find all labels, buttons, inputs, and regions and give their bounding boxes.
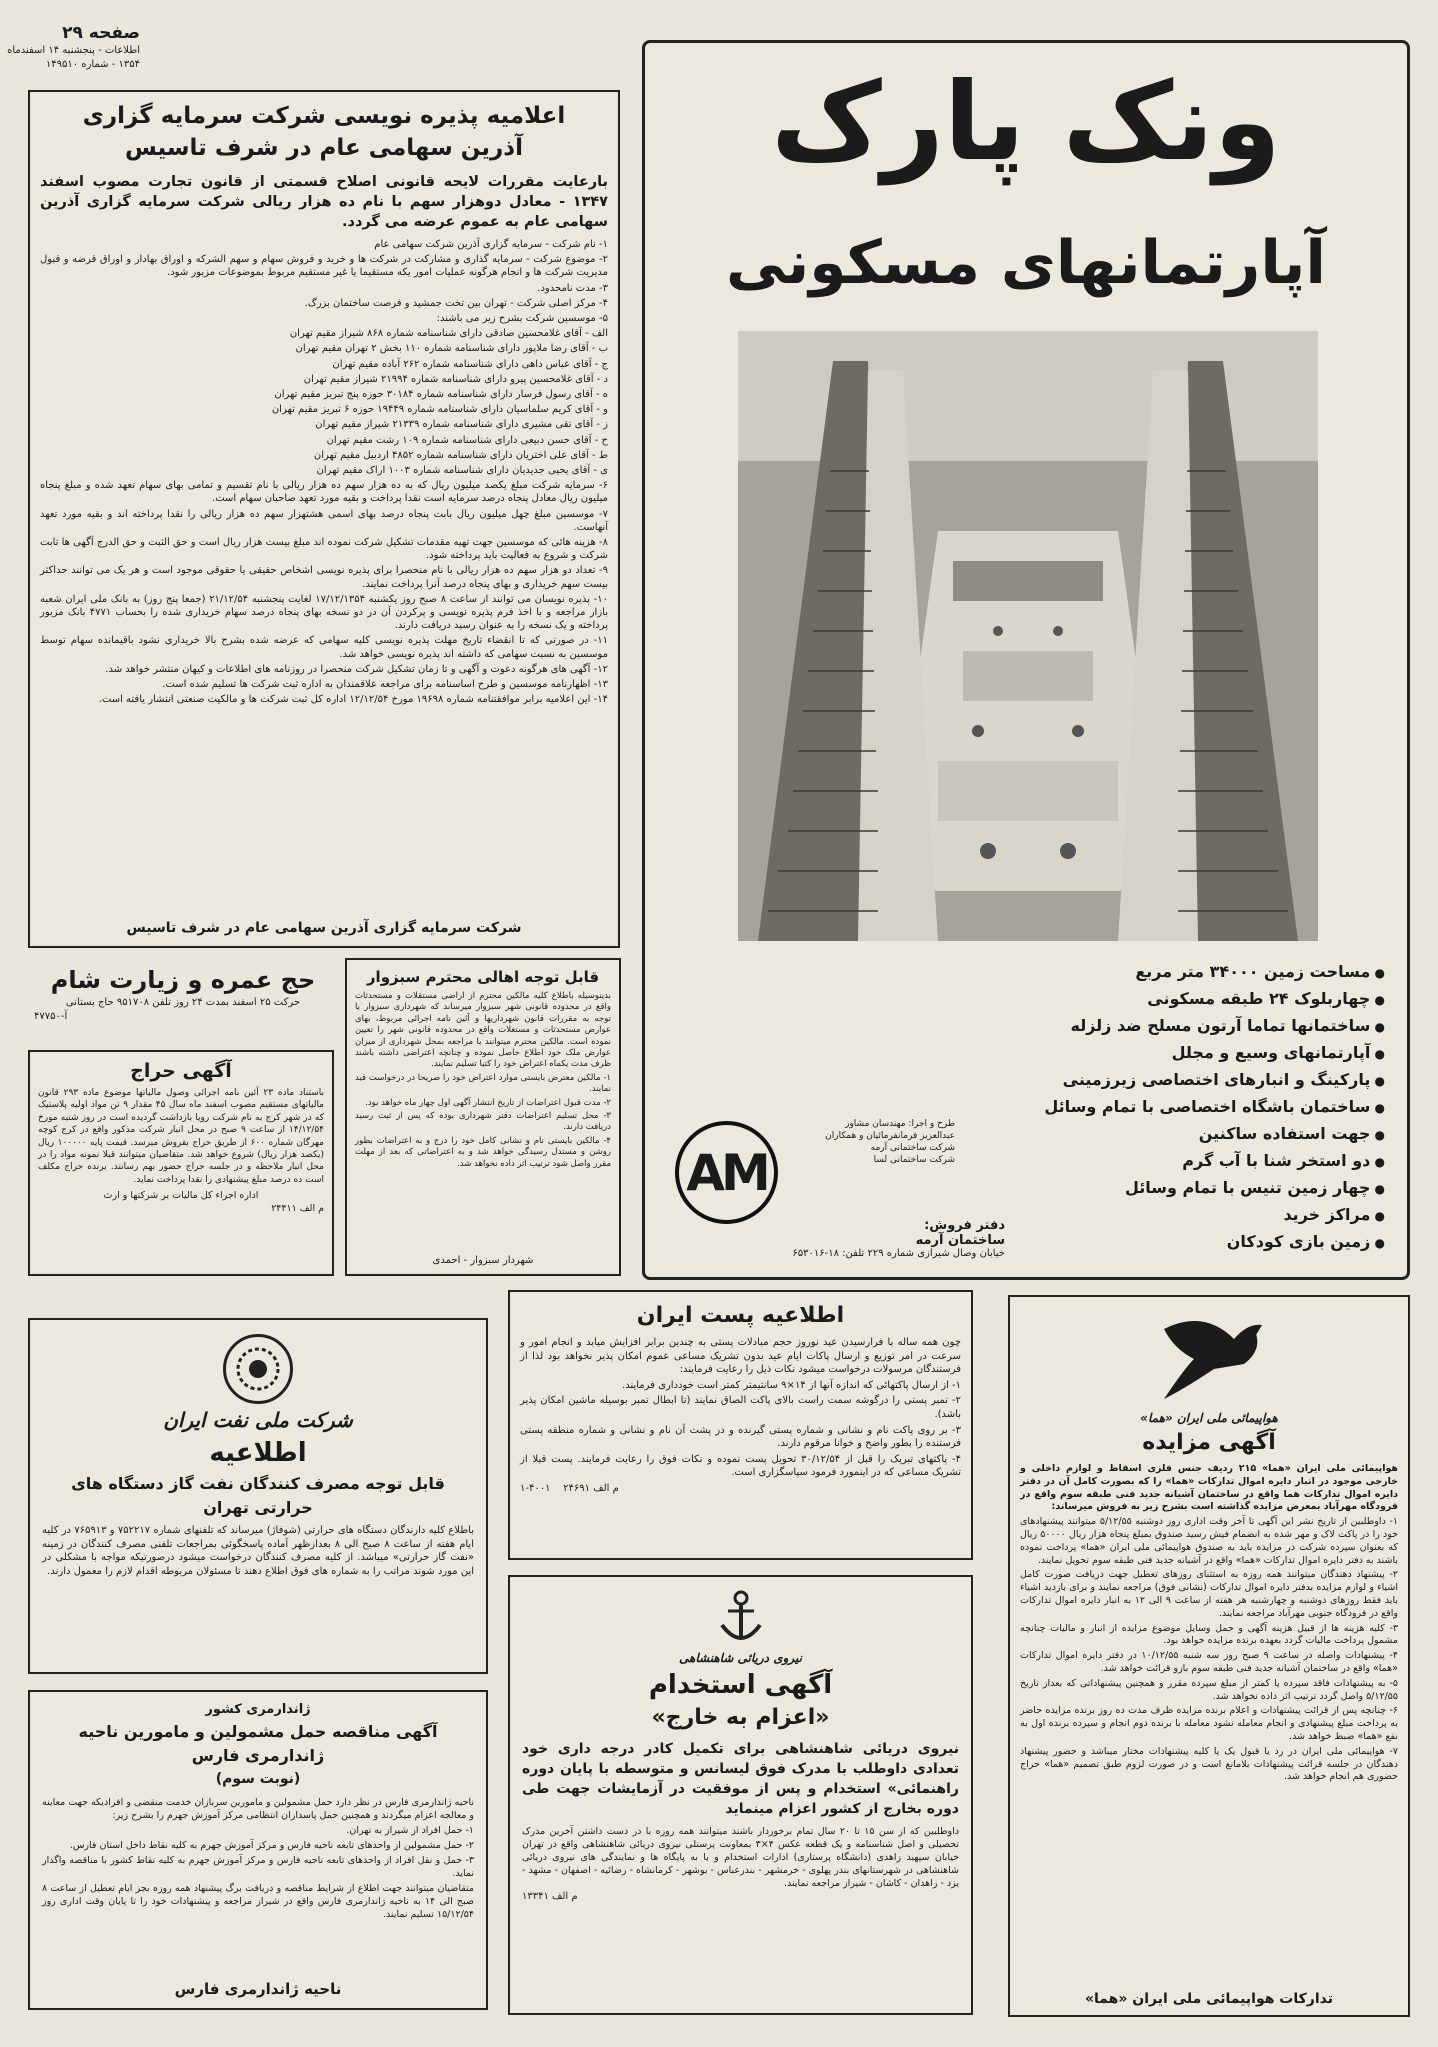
feature-item: ● دو استخر شنا با آب گرم	[955, 1148, 1385, 1175]
navy-text: داوطلبین که از سن ۱۵ تا ۲۰ سال تمام برخوردار باشند میتوانند همه روزه با در دست داشتن آخرین مدرک تحصیلی و اصل شناسنامه و یک قطعه عکس ۴×۳ بمعاونت پرسنلی نیروی دریائی شاهنشاهی واقع در تهران خیابان سپهبد زاهدی (دانشگاه پرستاری) ادارات استخدام و یا به پایگاه ها و نمایندگی های نیروی دریائی شاهنشاهی در شهرستانهای بندر پهلوی - خرمشهر - بندرعباس - بوشهر - کرمانشاه - رضائیه - اصفهان - مشهد - یزد - زاهدان - کاشان - شیراز مراجعه نمایند.	[522, 1826, 959, 1889]
navy-title: آگهی استخدام	[648, 1670, 833, 1700]
towers-illustration	[738, 331, 1318, 941]
post-code2: ۴۰۰۱-۱	[520, 1482, 551, 1494]
hajj-omrah-title: حج عمره و زیارت شام	[50, 966, 316, 994]
gend-item: ۱- حمل افراد از شیراز به تهران.	[346, 1825, 474, 1836]
ipo-item: ی - آقای یحیی جدیدیان دارای شناسنامه شماره ۱۰۰۳ اراک مقیم تهران	[316, 465, 608, 477]
ipo-signature: شرکت سرمایه گزاری آذرین سهامی عام در شرف تاسیس	[126, 920, 522, 936]
ipo-item: ۸- هزینه هائی که موسسین جهت تهیه مقدمات تشکیل شرکت نموده اند مبلغ بیست هزار ریال است و حق الثبت و حق الدرج آگهی ها تابت شرکت و شروع به فعالیت باید پرداخته شود.	[40, 537, 608, 562]
feature-item: ● پارکینگ و انبارهای اختصاصی زیرزمینی	[955, 1067, 1385, 1094]
hajj-omrah-code: آ-۴۷۷۵۰	[34, 1011, 68, 1022]
sabzevar-intro: بدینوسیله باطلاع کلیه مالکین محترم از اراضی مستقلات و مستحدثات واقع در محدوده قانونی شهر سبزوار میرساند که شهرداری سبزوار با توجه به مقررات قانون شهرداریها و آئین نامه اجرائی مربوط، بهای عوارض مستحدثات و مستغلات واقع در محدوده قانونی شهر را تعیین نموده است. مالکین محترم میتوانند با مراجعه بمحل شهرداری از میزان عوارض ملک خود اطلاع حاصل نموده و چنانچه اعتراضی داشته باشند ظرف مدت یکماه اعتراض خود را کتبا تسلیم نمایند.	[355, 991, 611, 1070]
auction-notice	[28, 1050, 334, 1276]
homa-signature: تدارکات هواپیمائی ملی ایران «هما»	[1085, 1991, 1333, 2007]
ipo-item: ۶- سرمایه شرکت مبلغ یکصد میلیون ریال که به ده هزار سهم ده هزار ریالی با نام تقسیم و تمامی بهای سهام تعهد شده و مبلغ پنجاه میلیون ریال معادل پنجاه درصد سرمایه است نقدا پرداخت و بقیه مورد تعهد صاحبان سهام است.	[40, 480, 608, 505]
sabzevar-text	[355, 991, 611, 1170]
gend-items	[42, 1796, 474, 1921]
navy-code: م الف ۱۳۳۴۱	[522, 1891, 578, 1902]
feature-item: ● چهاربلوک ۲۴ طبقه مسکونی	[955, 986, 1385, 1013]
post-codes	[520, 1482, 961, 1495]
homa-auction-notice	[1008, 1295, 1410, 2017]
ipo-notice	[28, 90, 620, 948]
sabzevar-notice	[345, 958, 621, 1276]
sales-address: خیابان وصال شیرازی شماره ۲۲۹ تلفن: ۱۸-۶۵۳۰۱۶	[792, 1248, 1005, 1259]
ipo-item: ۵- موسسین شرکت بشرح زیر می باشند:	[436, 313, 608, 325]
feature-item: ● ساختمان باشگاه اختصاصی با تمام وسائل	[955, 1094, 1385, 1121]
feature-item: ● زمین بازی کودکان	[955, 1229, 1385, 1256]
designer-company2: شرکت ساختمانی لسا	[873, 1155, 955, 1165]
ipo-item: ۱۱- در صورتی که تا انقضاء تاریخ مهلت پذیره نویسی کلیه سهامی که عرضه شده بشرح بالا خریداری نشود باقیمانده سهام توسط موسسین به نسبت سهامی که داشته اند پذیره نویسی خواهد شد.	[40, 635, 608, 660]
feature-item: ● مساحت زمین ۳۴۰۰۰ متر مربع	[955, 959, 1385, 986]
oil-title: اطلاعیه	[209, 1438, 307, 1468]
brand-title: ونک پارک	[771, 60, 1281, 185]
gend-signature: ناحیه ژاندارمری فارس	[174, 1980, 342, 1998]
feature-item: ● آپارتمانهای وسیع و مجلل	[955, 1040, 1385, 1067]
ipo-item: ۷- موسسین مبلغ چهل میلیون ریال بابت پنجاه درصد بهای اسمی هشتهزار سهم ده هزار ریالی را نقدا پرداخته اند و بقیه مورد تعهد آنهاست.	[40, 508, 608, 533]
gend-title2: ژاندارمری فارس	[191, 1746, 325, 1765]
gendarmerie-notice	[28, 1690, 488, 2010]
ipo-title: اعلامیه پذیره نویسی شرکت سرمایه گزاری	[82, 103, 566, 129]
sabzevar-title: قابل توجه اهالی محترم سبزوار	[366, 968, 600, 986]
navy-subtitle: «اعزام به خارج»	[651, 1705, 830, 1730]
feature-item: ● مراکز خرید	[955, 1202, 1385, 1229]
homa-item: ۶- چنانچه پس از قرائت پیشنهادات و اعلام برنده مزایده ظرف مدت ده روز برنده مزایده حاضر به پرداخت مبلغ پیشنهادی و انجام معامله نشود معامله با برنده دوم انجام و سپرده برنده اول به نفع «هما» ضبط خواهد شد.	[1020, 1705, 1398, 1742]
post-text	[520, 1336, 961, 1480]
brand-subtitle: آپارتمانهای مسکونی	[726, 228, 1326, 298]
auction-title: آگهی حراج	[130, 1060, 232, 1082]
sales-label: دفتر فروش:	[924, 1218, 1005, 1233]
ipo-item: ۱۰- پذیره نویسان می توانند از ساعت ۸ صبح روز یکشنبه ۱۷/۱۲/۱۳۵۴ لغایت پنجشنبه ۲۱/۱۲/۵۴ (جمعا پنج روز) به بانک ملی ایران شعبه بازار مراجعه و با اخذ فرم پذیره نویسی و پرکردن آن در دو نسخه بهای پنجاه درصد سهام خریداری شده را بحساب ۴۷۷۱ بانک مزبور پرداخته و یک نسخه را به عنوان رسید دریافت دارند.	[40, 593, 608, 632]
ipo-item: ز - آقای تقی مشیری دارای شناسنامه شماره ۲۱۳۳۹ شیراز مقیم تهران	[315, 419, 608, 431]
homa-item: ۷- هواپیمائی ملی ایران در رد یا قبول یک یا کلیه پیشنهادات مختار میباشد و حضور پیشنهاد دهندگان در جلسه قرائت پیشنهادات بلامانع است و در صورت لزوم طبق تصمیم «هما» حراج حضوری هم انجام خواهد شد.	[1020, 1745, 1398, 1783]
homa-item: ۲- پیشنهاد دهندگان میتوانند همه روزه به استثنای روزهای تعطیل جهت دریافت صورت کامل اشیاء و لوازم مزایده بدفتر دایره اموال تدارکات (نشانی فوق) مراجعه نمایند و برای بازدید اشیاء باید فقط روزهای دوشنبه و چهارشنبه هر هفته از ساعت ۹ الی ۱۲ به انبار دایره اموال تدارکات واقع در فرودگاه جنوبی مهرآباد مراجعه نمایند.	[1020, 1569, 1398, 1619]
ipo-item: ۴- مرکز اصلی شرکت - تهران بین تخت جمشید و فرصت ساختمان بزرگ.	[304, 297, 608, 309]
ipo-item: ۱۳- اظهارنامه موسسین و طرح اساسنامه برای مراجعه علاقمندان به اداره ثبت شرکت ها تسلیم شده است.	[162, 679, 608, 691]
ipo-item: ۳- مدت نامحدود.	[537, 282, 608, 294]
homa-item: ۴- پیشنهادات واصله در ساعت ۹ صبح روز سه شنبه ۱۰/۱۲/۵۵ در دفتر دایره اموال تدارکات «هما» واقع در ساختمان آشیانه جدید فنی طبقه سوم بازو قرائت خواهد شد.	[1020, 1650, 1398, 1674]
gend-item: متقاضیان میتوانند جهت اطلاع از شرایط مناقصه و دریافت برگ پیشنهاد همه روزه بجز ایام تعطیل از ساعت ۸ صبح الی ۱۴ به ناحیه ژاندارمری فارس واقع در شیراز مراجعه و پیشنهادات خود را تا پایان وقت اداری روز ۱۵/۱۲/۵۴ تسلیم نمایند.	[42, 1883, 475, 1920]
sales-office	[675, 1218, 1005, 1259]
post-title: اطلاعیه پست ایران	[636, 1303, 845, 1328]
anchor-icon	[716, 1589, 766, 1645]
homa-title: آگهی مزایده	[1142, 1430, 1276, 1455]
ipo-item: ۱۴- این اعلامیه برابر موافقتنامه شماره ۱۹۶۹۸ مورخ ۱۲/۱۲/۵۴ اداره کل ثبت شرکت ها و مالکیت صنعتی انتشار یافته است.	[98, 694, 608, 706]
ipo-items	[40, 238, 608, 707]
homa-bird-icon	[1144, 1309, 1274, 1405]
gend-item: ۲- حمل مشمولین از واحدهای تابعه ناحیه فارس و مرکز آموزش جهرم به کلیه نقاط داخل استان فارس.	[69, 1840, 474, 1851]
oil-emblem-text: شرکت ملی نفت ایران	[163, 1408, 353, 1432]
oil-subtitle: قابل توجه مصرف کنندگان نفت گاز دستگاه های	[71, 1474, 445, 1493]
homa-airline-caption: هواپیمائی ملی ایران «هما»	[1140, 1411, 1278, 1425]
ipo-item: ج - آقای عباس داهی دارای شناسنامه شماره ۲۶۲ آباده مقیم تهران	[332, 358, 608, 370]
vanak-park-ad	[642, 40, 1410, 1280]
gend-item: ناحیه ژاندارمری فارس در نظر دارد حمل مشمولین و مامورین سربازان خدمت منقضی و افرادیکه جهت معاینه و معالجه اعزام میگردند و همچنین حمل پاسداران انتظامی مرکز آموزش جهرم را بشرح زیر:	[42, 1797, 474, 1821]
page-label: صفحه ۲۹	[62, 23, 140, 43]
designer-credits	[775, 1118, 955, 1166]
apartment-photo	[738, 331, 1318, 941]
newspaper-date: اطلاعات - پنجشنبه ۱۴ اسفندماه	[7, 45, 140, 56]
post-intro: چون همه ساله با فرارسیدن عید نوروز حجم مبادلات پستی به چندین برابر افزایش میابد و انجام امور و سرعت در امر توزیع و ارسال پاکات ایام عید بدون تشریک مساعی عموم امکان پذیر نخواهد بود لذا از فرستندگان مرسولات درخواست میشود نکات ذیل را رعایت فرمایند:	[520, 1337, 961, 1376]
navy-recruitment-ad	[508, 1575, 973, 2015]
ipo-item: ۱۲- آگهی های هرگونه دعوت و آگهی و تا زمان تشکیل شرکت منحصرا در روزنامه های اطلاعات و کیهان منتشر خواهد شد.	[105, 663, 608, 675]
ipo-item: ۹- تعداد دو هزار سهم ده هزار ریالی با نام منحصرا برای پذیره نویسی اشخاص حقیقی یا حقوقی موجود است و هر یک می توانند حداکثر بیست سهم خریداری و بهای پنجاه درصد آنرا پرداخت نمایند.	[40, 565, 608, 590]
auction-signature: اداره اجراء کل مالیات بر شرکتها و ارث	[103, 1190, 259, 1202]
post-item: ۱- از ارسال پاکتهائی که اندازه آنها از ۱۴×۹ سانتیمتر کمتر است خودداری فرمایند.	[622, 1379, 961, 1391]
ipo-intro: بارعایت مقررات لایحه قانونی اصلاح قسمتی از قانون تجارت مصوب اسفند ۱۳۴۷ - معادل دوهزار سهم با نام ده هزار ریالی شرکت سرمایه گزاری آذرین سهامی عام به عموم عرضه می گردد.	[40, 174, 608, 230]
homa-item: ۳- کلیه هزینه ها از قبیل هزینه آگهی و حمل وسایل موضوع مزایده از انبار و مالیات چنانچه مشمول پرداخت مالیات گردد بعهده برنده مزایده خواهد بود.	[1020, 1622, 1398, 1647]
sabzevar-item: ۳- محل تسلیم اعتراضات دفتر شهرداری بوده که پس از ثبت رسید دریافت دارند.	[355, 1111, 611, 1133]
feature-item: ● چهار زمین تنیس با تمام وسائل	[955, 1175, 1385, 1202]
post-notice	[508, 1290, 973, 1560]
ipo-item: ۲- موضوع شرکت - سرمایه گذاری و مشارکت در شرکت ها و خرید و فروش سهام و سهم الشرکه و اوراق بهادار و اوراق قرضه و قبول مدیریت شرکت ها و انجام هرگونه عملیات امور یکه مستقیما یا غیر مستقیم مربوط بموضوعات مزبور شود.	[40, 254, 608, 279]
homa-item: ۱- داوطلبین از تاریخ نشر این آگهی تا آخر وقت اداری روز دوشنبه ۵/۱۲/۵۵ میتوانند پیشنهادهای خود را در پاکت لاک و مهر شده به انضمام فیش رسید صندوق بمبلغ پنجاه هزار ریال ۵۰۰۰۰ ریال که بعنوان سپرده شرکت در مزایده باید به صندوق هواپیمائی ملی ایران «هما» پرداخت نموده باشند به دفتر دایره اموال تدارکات «هما» واقع در آشیانه جدید فنی طبقه سوم تحویل نمایند.	[1020, 1516, 1398, 1566]
post-item: ۴- پاکتهای تبریک را قبل از ۳۰/۱۲/۵۴ تحویل پست نموده و نکات فوق را رعایت فرمایند. پست قبلا از تشریک مساعی که در اینمورد فرمود سپاسگزاری است.	[520, 1453, 961, 1479]
ipo-item: و - آقای کریم سلماسیان دارای شناسنامه شماره ۱۹۴۴۹ حوزه ۶ تبریز مقیم تهران	[271, 404, 608, 416]
homa-text	[1020, 1463, 1398, 1784]
ipo-item: ب - آقای رضا ملاپور دارای شناسنامه شماره ۱۱۰ بخش ۲ تهران مقیم تهران	[295, 343, 608, 355]
post-item: ۳- بر روی پاکت نام و نشانی و شماره پستی گیرنده و در پشت آن نام و نشانی و شماره منطقه پستی فرستنده را بطور واضح و خوانا مرقوم دارند.	[520, 1424, 961, 1450]
ipo-item: ط - آقای علی اختریان دارای شناسنامه شماره ۴۸۵۲ اردبیل مقیم تهران	[313, 449, 608, 461]
ipo-item: ۱- نام شرکت - سرمایه گزاری آذرین شرکت سهامی عام	[374, 239, 608, 250]
designer-title: طرح و اجرا: مهندسان مشاور	[845, 1119, 955, 1129]
navy-lead: نیروی دریائی شاهنشاهی برای تکمیل کادر درجه داری خود تعدادی داوطلب با مدرک فوق لیسانس و متوسطه با پایان دوره راهنمائی» استخدام و پس از موفقیت در آزمایشات جهت طی دوره بخارج از کشور اعزام مینماید	[522, 1741, 959, 1817]
am-logo-text: AM	[686, 1143, 767, 1202]
gend-round: (نوبت سوم)	[215, 1771, 301, 1787]
year-issue: ۱۳۵۴ - شماره ۱۴۹۵۱۰	[45, 59, 140, 70]
am-logo	[675, 1121, 778, 1224]
feature-item: ● جهت استفاده ساکنین	[955, 1121, 1385, 1148]
navy-emblem	[522, 1589, 959, 1649]
hajj-omrah-text: حرکت ۲۵ اسفند بمدت ۲۴ روز تلفن ۹۵۱۷۰۸ حاج بستانی	[65, 997, 301, 1008]
oil-subtitle2: حرارتی تهران	[203, 1498, 313, 1517]
ipo-title2: آذرین سهامی عام در شرف تاسیس	[125, 135, 523, 161]
designer-company: شرکت ساختمانی آرمه	[870, 1143, 955, 1153]
ipo-item: د - آقای غلامحسین پیرو دارای شناسنامه شماره ۲۱۹۹۴ شیراز مقیم تهران	[303, 373, 608, 385]
auction-code: م الف ۲۴۴۱۱	[271, 1203, 324, 1215]
oil-emblem	[223, 1334, 293, 1404]
homa-item: ۵- به پیشنهادات فاقد سپرده یا کمتر از مبلغ سپرده مقرر و همچنین پیشنهاداتی که بعداز تاریخ ۵/۱۲/۵۵ واصل گردد ترتیب اثر داده نخواهد شد.	[1020, 1677, 1398, 1702]
homa-logo	[1020, 1309, 1398, 1409]
oil-emblem-icon	[235, 1346, 281, 1392]
feature-item: ● ساختمانها تماما آرتون مسلح ضد زلزله	[955, 1013, 1385, 1040]
post-code: م الف ۲۴۶۹۱	[563, 1482, 619, 1494]
ipo-item: ح - آقای حسن دبیعی دارای شناسنامه شماره ۱۰۹ رشت مقیم تهران	[326, 434, 608, 446]
gend-header: ژاندارمری کشور	[205, 1702, 311, 1717]
gend-item: ۳- حمل و نقل افراد از واحدهای تابعه ناحیه فارس و مرکز آموزش جهرم به کلیه نقاط کشور با مناقصه واگذار نماید.	[42, 1855, 474, 1879]
masthead-block	[7, 22, 140, 72]
ipo-item: ه - آقای رسول فرسار دارای شناسنامه شماره ۳۰۱۸۴ حوزه پنج تبریز مقیم تهران	[274, 389, 608, 401]
sabzevar-signature: شهردار سبزوار - احمدی	[432, 1255, 534, 1266]
designer-names: عبدالعزیز فرمانفرمائیان و همکاران	[825, 1131, 955, 1141]
oil-company-notice	[28, 1318, 488, 1674]
feature-list	[955, 959, 1385, 1256]
sabzevar-item: ۴- مالکین بایستی نام و نشانی کامل خود را درج و به اعتراضات بطور روشن و مستدل رسیدگی خواهد شد و به اعتراضاتی که بعد از مهلت مقرر واصل شود ترتیب اثر داده نخواهد شد.	[355, 1135, 611, 1169]
gend-title: آگهی مناقصه حمل مشمولین و مامورین ناحیه	[78, 1722, 438, 1741]
post-item: ۲- تمبر پستی را درگوشه سمت راست بالای پاکت الصاق نمایند (تا ابطال تمبر بوسیله ماشین امکان پذیر باشد).	[520, 1395, 961, 1420]
sales-office-name: ساختمان آرمه	[915, 1233, 1005, 1248]
hajj-omrah-ad	[28, 960, 338, 1050]
ipo-item: الف - آقای غلامحسین صادقی دارای شناسنامه شماره ۸۶۸ شیراز مقیم تهران	[289, 328, 608, 340]
auction-text: باستناد ماده ۲۳ آئین نامه اجرائی وصول مالیاتها موضوع ماده ۲۹۳ قانون مالیاتهای مستقیم مصوب اسفند ماه سال ۴۵ مقدار ۹ تن مواد اولیه پلاستیک که در شهر کرج به نام شرکت رویا بازداشت گردیده است در روز شنبه مورخ ۱۴/۱۲/۵۴ از ساعت ۹ صبح در محل انبار شرکت مذکور واقع در کرج کوچه مهرگان شماره ۶۰۰ از طریق حراج بفروش میرسد. قیمت پایه ۱۰۰۰۰۰ ریال (یکصد هزار ریال) شروع خواهد شد. متقاضیان میتوانند قبلا نمونه مواد را در محل انبار ملاحظه و در جلسه حراج حضور بهم رسانند. برنده حراج مکلف است ده درصد مبلغ پیشنهادی را نقدا پرداخت نماید.	[38, 1088, 325, 1185]
sabzevar-item: ۱- مالکین معترض بایستی موارد اعتراض خود را صریحا در درخواست قید نمایند.	[355, 1072, 611, 1095]
oil-text: باطلاع کلیه دارندگان دستگاه های حرارتی (شوفاژ) میرساند که تلفنهای شماره ۷۵۲۲۱۷ و ۷۶۵۹۱۳ در کلیه ایام هفته از ساعت ۸ صبح الی ۸ بعدازظهر آماده پاسخگوئی بمراجعات تلفنی مصرف کنندگان در زمینه «نفت گاز حرارتی» میباشد. از کلیه مصرف کنندگان درخواست میشود درصورتیکه مواجه با مشکلی در این مورد شوند مراتب را به شماره های فوق اطلاع دهند تا مسئولان مربوطه اقدام لازم را معمول دارند.	[42, 1525, 475, 1577]
navy-emblem-text: نیروی دریائی شاهنشاهی	[679, 1651, 802, 1665]
sabzevar-item: ۲- مدت قبول اعتراضات از تاریخ انتشار آگهی اول چهار ماه خواهد بود.	[365, 1097, 611, 1108]
homa-intro: هواپیمائی ملی ایران «هما» ۲۱۵ ردیف جنس فلزی اسقاط و لوازم داخلی و خارجی موجود در انبار دایره اموال تدارکات «هما» را که بصورت کامل آن در دفتر دایره اموال تدارکات هما واقع در ساختمان آشیانه جدید فنی طبقه سوم واقع در فرودگاه مهرآباد بمعرض مزایده گذاشته است بشرح زیر به فروش میرساند:	[1020, 1463, 1398, 1513]
